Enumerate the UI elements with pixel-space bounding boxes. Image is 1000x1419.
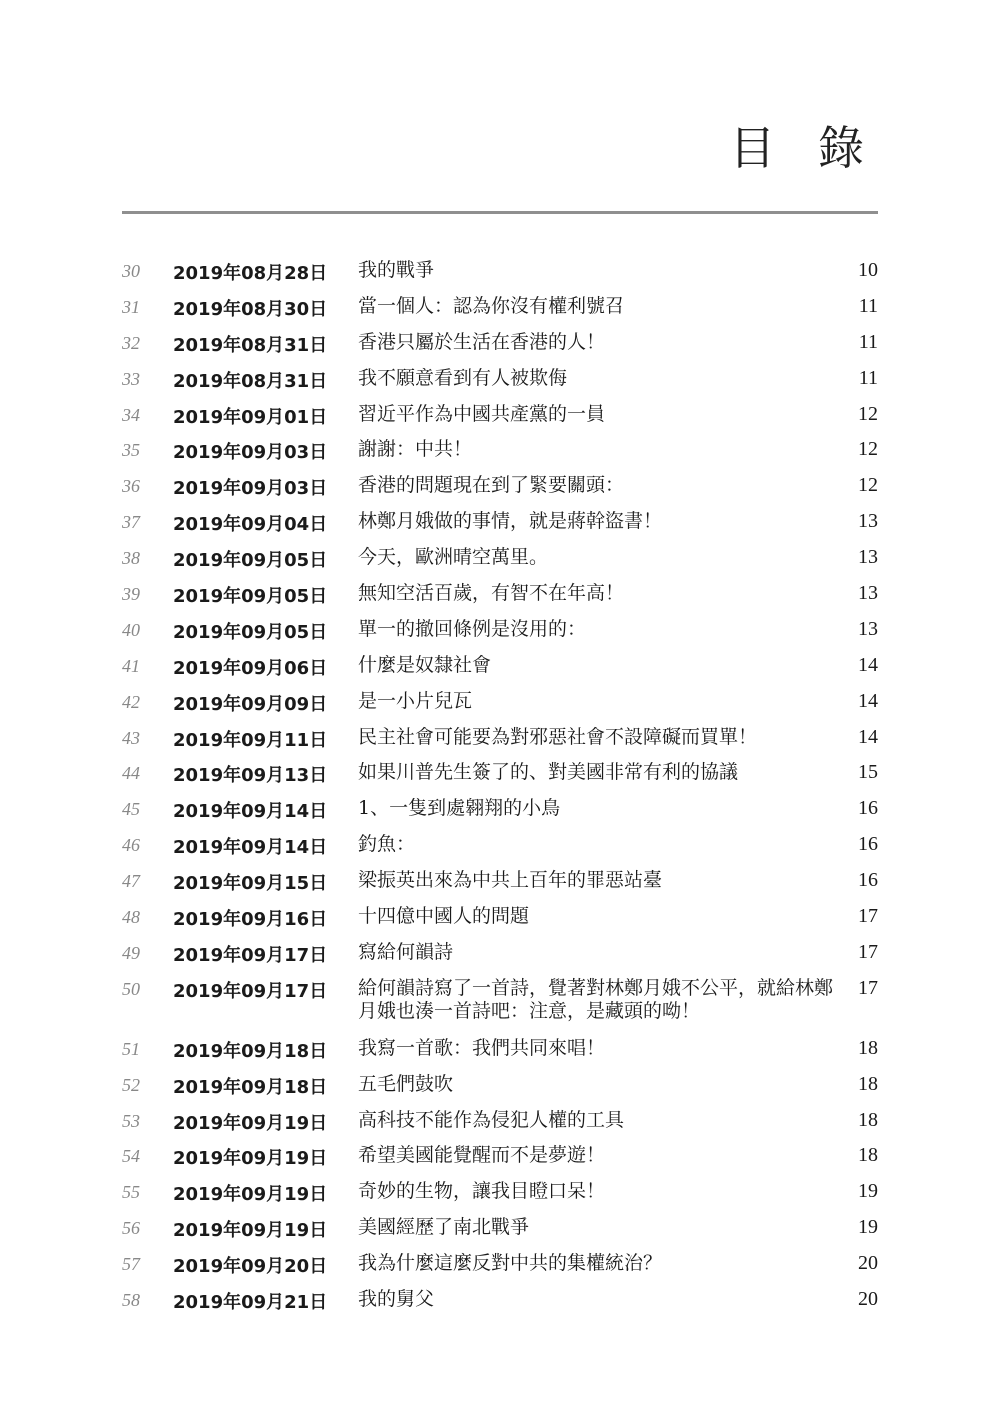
entry-number: 44 — [122, 763, 140, 784]
entry-page-number: 12 — [858, 402, 878, 425]
entry-number: 41 — [122, 655, 140, 676]
entry-title: 1、一隻到處翱翔的小鳥 — [358, 797, 561, 820]
entry-page-number: 14 — [858, 725, 878, 748]
toc-entry[interactable] — [0, 1248, 1000, 1284]
entry-number: 36 — [122, 476, 140, 497]
entry-title: 我的舅父 — [358, 1288, 435, 1311]
entry-title: 當一個人：認為你沒有權利號召 — [358, 294, 625, 317]
entry-page-number: 16 — [858, 833, 878, 856]
entry-page-number: 19 — [858, 1216, 878, 1239]
entry-number: 49 — [122, 942, 140, 963]
entry-number: 32 — [122, 332, 140, 353]
entry-number: 31 — [122, 296, 140, 317]
entry-title: 希望美國能覺醒而不是夢遊！ — [358, 1144, 606, 1167]
entry-title: 我為什麼這麼反對中共的集權統治？ — [358, 1252, 663, 1275]
toc-entry[interactable] — [0, 901, 1000, 937]
entry-number: 35 — [122, 440, 140, 461]
toc-entry[interactable] — [0, 578, 1000, 614]
entry-number: 55 — [122, 1182, 140, 1203]
entry-number: 50 — [122, 978, 140, 999]
toc-entry[interactable] — [0, 973, 1000, 1033]
entry-title: 民主社會可能要為對邪惡社會不設障礙而買單！ — [358, 725, 758, 748]
entry-title: 今天，歐洲晴空萬里。 — [358, 546, 549, 569]
entry-date: 2019年09月03日 — [173, 478, 328, 500]
entry-page-number: 11 — [858, 330, 878, 353]
entry-title: 習近平作為中國共產黨的一員 — [358, 402, 606, 425]
entry-number: 33 — [122, 368, 140, 389]
entry-date: 2019年09月17日 — [173, 980, 328, 1002]
entry-page-number: 13 — [858, 617, 878, 640]
entry-date: 2019年09月19日 — [173, 1112, 328, 1134]
toc-entry[interactable] — [0, 542, 1000, 578]
entry-page-number: 18 — [858, 1144, 878, 1167]
toc-entry[interactable] — [0, 722, 1000, 758]
entry-number: 37 — [122, 512, 140, 533]
entry-page-number: 12 — [858, 438, 878, 461]
entry-page-number: 19 — [858, 1180, 878, 1203]
entry-title: 林鄭月娥做的事情，就是蔣幹盜書！ — [358, 510, 663, 533]
entry-number: 48 — [122, 907, 140, 928]
entry-title: 寫給何韻詩 — [358, 940, 454, 963]
entry-date: 2019年08月31日 — [173, 334, 328, 356]
toc-entry[interactable] — [0, 937, 1000, 973]
entry-number: 39 — [122, 584, 140, 605]
entry-page-number: 15 — [858, 761, 878, 784]
title-divider — [122, 211, 878, 214]
entry-page-number: 14 — [858, 689, 878, 712]
toc-entry[interactable] — [0, 829, 1000, 865]
toc-entry[interactable] — [0, 757, 1000, 793]
entry-date: 2019年09月05日 — [173, 621, 328, 643]
entry-number: 46 — [122, 835, 140, 856]
entry-number: 56 — [122, 1218, 140, 1239]
toc-entry[interactable] — [0, 470, 1000, 506]
entry-page-number: 12 — [858, 474, 878, 497]
entry-title: 梁振英出來為中共上百年的罪惡站臺 — [358, 869, 663, 892]
toc-entry[interactable] — [0, 1284, 1000, 1320]
entry-date: 2019年09月19日 — [173, 1220, 328, 1242]
entry-date: 2019年09月11日 — [173, 729, 328, 751]
entry-number: 57 — [122, 1254, 140, 1275]
toc-entry[interactable] — [0, 291, 1000, 327]
entry-date: 2019年09月03日 — [173, 442, 328, 464]
entry-title: 給何韻詩寫了一首詩，覺著對林鄭月娥不公平，就給林鄭月娥也湊一首詩吧：注意，是藏頭的呦！ — [358, 976, 834, 1022]
entry-number: 38 — [122, 548, 140, 569]
entry-title: 香港只屬於生活在香港的人！ — [358, 330, 606, 353]
entry-title: 單一的撤回條例是沒用的： — [358, 617, 587, 640]
entry-date: 2019年08月30日 — [173, 298, 328, 320]
entry-number: 58 — [122, 1290, 140, 1311]
entry-page-number: 18 — [858, 1036, 878, 1059]
entry-page-number: 10 — [858, 259, 878, 281]
entry-date: 2019年09月06日 — [173, 657, 328, 679]
entry-number: 30 — [122, 261, 140, 281]
entry-number: 54 — [122, 1146, 140, 1167]
toc-entry[interactable] — [0, 1105, 1000, 1141]
entry-title: 無知空活百歲，有智不在年高！ — [358, 582, 625, 605]
entry-page-number: 16 — [858, 869, 878, 892]
entry-title: 我不願意看到有人被欺侮 — [358, 366, 568, 389]
entry-page-number: 13 — [858, 510, 878, 533]
entry-page-number: 11 — [858, 294, 878, 317]
entry-title: 如果川普先生簽了的、對美國非常有利的協議 — [358, 761, 739, 784]
toc-entry[interactable] — [0, 363, 1000, 399]
entry-number: 52 — [122, 1074, 140, 1095]
entry-title: 五毛們鼓吹 — [358, 1072, 454, 1095]
toc-entry[interactable] — [0, 399, 1000, 435]
entry-title: 十四億中國人的問題 — [358, 905, 530, 928]
entry-page-number: 20 — [858, 1288, 878, 1311]
entry-date: 2019年09月18日 — [173, 1076, 328, 1098]
entry-number: 45 — [122, 799, 140, 820]
entry-title: 什麼是奴隸社會 — [358, 653, 492, 676]
entry-page-number: 17 — [858, 905, 878, 928]
entry-page-number: 13 — [858, 582, 878, 605]
toc-entry[interactable] — [0, 255, 1000, 291]
toc-entry[interactable] — [0, 327, 1000, 363]
toc-entry[interactable] — [0, 1033, 1000, 1069]
toc-entry[interactable] — [0, 865, 1000, 901]
entry-page-number: 13 — [858, 546, 878, 569]
entry-title: 香港的問題現在到了緊要關頭： — [358, 474, 625, 497]
toc-entry[interactable] — [0, 1212, 1000, 1248]
toc-entry[interactable] — [0, 1140, 1000, 1176]
entry-date: 2019年09月20日 — [173, 1256, 328, 1278]
entry-date: 2019年09月19日 — [173, 1148, 328, 1170]
entry-page-number: 18 — [858, 1072, 878, 1095]
entry-title: 謝謝：中共！ — [358, 438, 473, 461]
toc-entry[interactable] — [0, 650, 1000, 686]
entry-date: 2019年09月05日 — [173, 586, 328, 608]
entry-title: 我的戰爭 — [358, 259, 435, 281]
entry-page-number: 18 — [858, 1108, 878, 1131]
entry-page-number: 11 — [858, 366, 878, 389]
entry-page-number: 17 — [858, 976, 878, 999]
entry-date: 2019年09月14日 — [173, 801, 328, 823]
toc-title: 目 錄 — [729, 121, 878, 175]
entry-date: 2019年09月01日 — [173, 406, 328, 428]
entry-date: 2019年09月14日 — [173, 837, 328, 859]
entry-number: 51 — [122, 1038, 140, 1059]
entry-date: 2019年09月04日 — [173, 514, 328, 536]
entry-page-number: 16 — [858, 797, 878, 820]
entry-number: 43 — [122, 727, 140, 748]
entry-date: 2019年09月05日 — [173, 550, 328, 572]
entry-date: 2019年09月19日 — [173, 1184, 328, 1206]
entry-title: 美國經歷了南北戰爭 — [358, 1216, 530, 1239]
entry-date: 2019年08月28日 — [173, 263, 328, 284]
entry-title: 釣魚： — [358, 833, 416, 856]
entry-date: 2019年09月15日 — [173, 873, 328, 895]
entry-date: 2019年09月13日 — [173, 765, 328, 787]
entry-number: 42 — [122, 691, 140, 712]
entry-title: 我寫一首歌：我們共同來唱！ — [358, 1036, 606, 1059]
entry-number: 53 — [122, 1110, 140, 1131]
entry-page-number: 17 — [858, 940, 878, 963]
toc-entry[interactable] — [0, 1069, 1000, 1105]
entry-date: 2019年09月17日 — [173, 944, 328, 966]
entry-title: 高科技不能作為侵犯人權的工具 — [358, 1108, 625, 1131]
entry-number: 34 — [122, 404, 140, 425]
toc-entry[interactable] — [0, 506, 1000, 542]
entry-date: 2019年09月16日 — [173, 909, 328, 931]
entry-number: 47 — [122, 871, 140, 892]
entry-date: 2019年09月21日 — [173, 1292, 328, 1314]
entry-page-number: 14 — [858, 653, 878, 676]
entry-number: 40 — [122, 619, 140, 640]
toc-entry[interactable] — [0, 614, 1000, 650]
entry-date: 2019年09月09日 — [173, 693, 328, 715]
toc-list — [0, 255, 1000, 1320]
toc-entry[interactable] — [0, 686, 1000, 722]
entry-page-number: 20 — [858, 1252, 878, 1275]
toc-entry[interactable] — [0, 1176, 1000, 1212]
toc-entry[interactable] — [0, 434, 1000, 470]
entry-title: 是一小片兒瓦 — [358, 689, 473, 712]
entry-date: 2019年09月18日 — [173, 1040, 328, 1062]
toc-entry[interactable] — [0, 793, 1000, 829]
entry-title: 奇妙的生物，讓我目瞪口呆！ — [358, 1180, 606, 1203]
entry-date: 2019年08月31日 — [173, 370, 328, 392]
